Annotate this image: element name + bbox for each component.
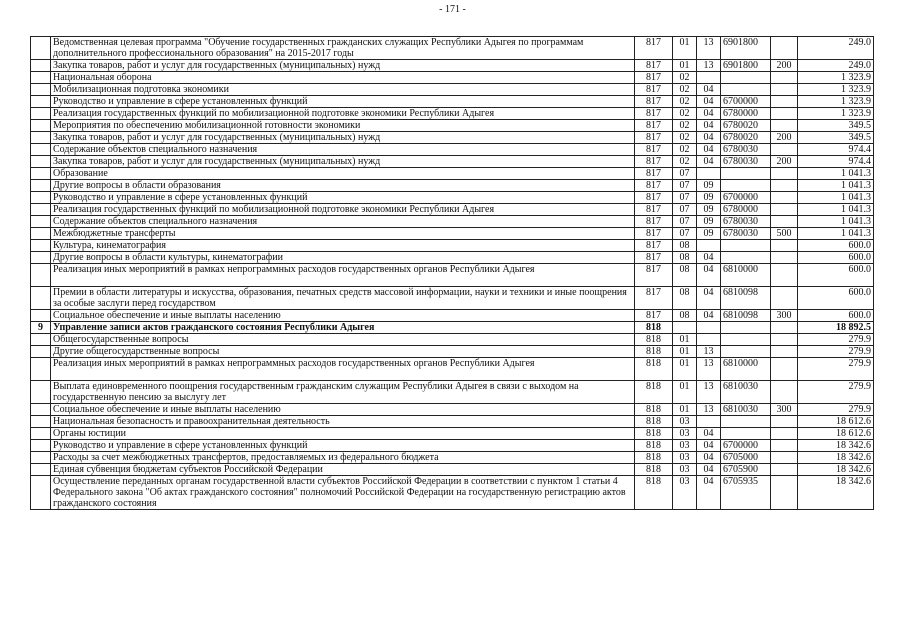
expense-type-cell	[771, 96, 798, 108]
amount-cell: 18 612.6	[798, 416, 874, 428]
amount-cell: 600.0	[798, 287, 874, 310]
section-code-cell: 08	[673, 287, 697, 310]
department-code-cell: 818	[635, 322, 673, 334]
table-row	[31, 416, 874, 428]
subsection-code-cell: 04	[697, 440, 721, 452]
row-number-cell	[31, 108, 51, 120]
section-code-cell: 01	[673, 334, 697, 346]
department-code-cell: 817	[635, 96, 673, 108]
target-article-cell	[721, 252, 771, 264]
target-article-cell	[721, 240, 771, 252]
expense-type-cell	[771, 84, 798, 96]
section-code-cell: 01	[673, 358, 697, 381]
subsection-code-cell: 04	[697, 84, 721, 96]
expense-type-cell	[771, 240, 798, 252]
amount-cell: 1 041.3	[798, 192, 874, 204]
amount-cell: 349.5	[798, 120, 874, 132]
amount-cell: 18 342.6	[798, 452, 874, 464]
amount-cell: 279.9	[798, 334, 874, 346]
subsection-code-cell: 09	[697, 216, 721, 228]
target-article-cell: 6810030	[721, 404, 771, 416]
expense-name-cell: Содержание объектов специального назначения	[51, 144, 635, 156]
amount-cell: 1 323.9	[798, 72, 874, 84]
section-code-cell: 02	[673, 120, 697, 132]
department-code-cell: 817	[635, 252, 673, 264]
row-number-cell	[31, 334, 51, 346]
section-code-cell	[673, 322, 697, 334]
section-code-cell: 07	[673, 180, 697, 192]
row-number-cell	[31, 404, 51, 416]
amount-cell: 279.9	[798, 404, 874, 416]
section-code-cell: 02	[673, 84, 697, 96]
subsection-code-cell: 09	[697, 228, 721, 240]
table-row	[31, 216, 874, 228]
subsection-code-cell: 04	[697, 156, 721, 168]
department-code-cell: 818	[635, 381, 673, 404]
target-article-cell: 6780020	[721, 132, 771, 144]
target-article-cell	[721, 168, 771, 180]
department-code-cell: 818	[635, 428, 673, 440]
department-code-cell: 818	[635, 452, 673, 464]
department-code-cell: 818	[635, 404, 673, 416]
row-number-cell	[31, 216, 51, 228]
target-article-cell: 6705900	[721, 464, 771, 476]
expense-type-cell	[771, 108, 798, 120]
target-article-cell: 6700000	[721, 192, 771, 204]
subsection-code-cell	[697, 72, 721, 84]
amount-cell: 1 041.3	[798, 228, 874, 240]
expense-type-cell: 300	[771, 310, 798, 322]
subsection-code-cell: 04	[697, 108, 721, 120]
row-number-cell	[31, 381, 51, 404]
table-row	[31, 37, 874, 60]
section-code-cell: 01	[673, 404, 697, 416]
amount-cell: 279.9	[798, 358, 874, 381]
subsection-code-cell: 04	[697, 120, 721, 132]
subsection-code-cell: 04	[697, 252, 721, 264]
subsection-code-cell: 04	[697, 428, 721, 440]
target-article-cell: 6780030	[721, 144, 771, 156]
expense-type-cell	[771, 216, 798, 228]
subsection-code-cell: 09	[697, 204, 721, 216]
target-article-cell: 6780030	[721, 216, 771, 228]
department-code-cell: 817	[635, 216, 673, 228]
expense-type-cell: 200	[771, 60, 798, 72]
table-row	[31, 60, 874, 72]
section-code-cell: 02	[673, 132, 697, 144]
department-code-cell: 817	[635, 310, 673, 322]
amount-cell: 1 041.3	[798, 204, 874, 216]
subsection-code-cell: 04	[697, 287, 721, 310]
table-row	[31, 168, 874, 180]
department-code-cell: 817	[635, 204, 673, 216]
table-row	[31, 72, 874, 84]
section-code-cell: 03	[673, 452, 697, 464]
section-code-cell: 02	[673, 144, 697, 156]
section-code-cell: 01	[673, 37, 697, 60]
row-number-cell	[31, 37, 51, 60]
target-article-cell: 6810000	[721, 264, 771, 287]
row-number-cell	[31, 120, 51, 132]
subsection-code-cell: 13	[697, 346, 721, 358]
expense-type-cell	[771, 464, 798, 476]
department-code-cell: 818	[635, 334, 673, 346]
amount-cell: 1 041.3	[798, 216, 874, 228]
expense-name-cell: Расходы за счет межбюджетных трансфертов, предоставляемых из федерального бюджета	[51, 452, 635, 464]
amount-cell: 1 323.9	[798, 84, 874, 96]
expense-name-cell: Закупка товаров, работ и услуг для государственных (муниципальных) нужд	[51, 156, 635, 168]
section-code-cell: 08	[673, 310, 697, 322]
expense-name-cell: Культура, кинематография	[51, 240, 635, 252]
amount-cell: 249.0	[798, 37, 874, 60]
target-article-cell	[721, 322, 771, 334]
subsection-code-cell: 13	[697, 404, 721, 416]
table-row	[31, 144, 874, 156]
amount-cell: 279.9	[798, 346, 874, 358]
section-code-cell: 01	[673, 346, 697, 358]
section-code-cell: 03	[673, 428, 697, 440]
subsection-code-cell: 04	[697, 452, 721, 464]
target-article-cell: 6901800	[721, 37, 771, 60]
section-code-cell: 08	[673, 240, 697, 252]
amount-cell: 600.0	[798, 264, 874, 287]
target-article-cell	[721, 346, 771, 358]
expense-type-cell	[771, 204, 798, 216]
department-code-cell: 817	[635, 240, 673, 252]
target-article-cell: 6901800	[721, 60, 771, 72]
department-code-cell: 817	[635, 192, 673, 204]
expense-name-cell: Управление записи актов гражданского состояния Республики Адыгея	[51, 322, 635, 334]
table-row	[31, 120, 874, 132]
subsection-code-cell: 04	[697, 476, 721, 510]
expense-type-cell	[771, 358, 798, 381]
expense-name-cell: Общегосударственные вопросы	[51, 334, 635, 346]
department-code-cell: 818	[635, 358, 673, 381]
amount-cell: 249.0	[798, 60, 874, 72]
expense-name-cell: Социальное обеспечение и иные выплаты населению	[51, 404, 635, 416]
department-code-cell: 818	[635, 476, 673, 510]
row-number-cell	[31, 440, 51, 452]
expense-name-cell: Другие вопросы в области образования	[51, 180, 635, 192]
department-code-cell: 817	[635, 287, 673, 310]
expense-name-cell: Ведомственная целевая программа "Обучение государственных гражданских служащих Республики Адыгея по программам дополнительного профессионального образования" на 2015-2017 годы	[51, 37, 635, 60]
table-row	[31, 287, 874, 310]
amount-cell: 1 323.9	[798, 108, 874, 120]
amount-cell: 18 892.5	[798, 322, 874, 334]
row-number-cell	[31, 452, 51, 464]
department-code-cell: 817	[635, 132, 673, 144]
expense-type-cell	[771, 252, 798, 264]
subsection-code-cell: 04	[697, 132, 721, 144]
expense-type-cell	[771, 287, 798, 310]
section-code-cell: 02	[673, 156, 697, 168]
target-article-cell: 6780000	[721, 108, 771, 120]
amount-cell: 600.0	[798, 310, 874, 322]
expense-name-cell: Осуществление переданных органам государственной власти субъектов Российской Федерации в соответствии с пунктом 1 статьи 4 Федерального закона "Об актах гражданского состояния" полномочий Российской Федерации на государственную регистрацию актов гражданского состояния	[51, 476, 635, 510]
amount-cell: 18 342.6	[798, 476, 874, 510]
expense-type-cell	[771, 144, 798, 156]
expense-name-cell: Реализация иных мероприятий в рамках непрограммных расходов государственных органов Республики Адыгея	[51, 264, 635, 287]
expense-type-cell: 200	[771, 132, 798, 144]
target-article-cell: 6705000	[721, 452, 771, 464]
department-code-cell: 817	[635, 72, 673, 84]
row-number-cell	[31, 428, 51, 440]
section-code-cell: 08	[673, 264, 697, 287]
department-code-cell: 818	[635, 346, 673, 358]
amount-cell: 974.4	[798, 156, 874, 168]
section-code-cell: 07	[673, 204, 697, 216]
expense-type-cell: 500	[771, 228, 798, 240]
table-row	[31, 96, 874, 108]
subsection-code-cell: 04	[697, 144, 721, 156]
row-number-cell	[31, 84, 51, 96]
table-row	[31, 440, 874, 452]
row-number-cell	[31, 228, 51, 240]
expense-name-cell: Образование	[51, 168, 635, 180]
expense-name-cell: Социальное обеспечение и иные выплаты населению	[51, 310, 635, 322]
subsection-code-cell: 04	[697, 464, 721, 476]
department-code-cell: 817	[635, 168, 673, 180]
department-code-cell: 818	[635, 416, 673, 428]
row-number-cell	[31, 180, 51, 192]
target-article-cell	[721, 72, 771, 84]
target-article-cell: 6780020	[721, 120, 771, 132]
department-code-cell: 818	[635, 440, 673, 452]
amount-cell: 18 342.6	[798, 464, 874, 476]
subsection-code-cell: 09	[697, 180, 721, 192]
subsection-code-cell	[697, 168, 721, 180]
table-row	[31, 334, 874, 346]
expense-type-cell	[771, 72, 798, 84]
expense-name-cell: Другие общегосударственные вопросы	[51, 346, 635, 358]
row-number-cell	[31, 252, 51, 264]
department-code-cell: 817	[635, 84, 673, 96]
amount-cell: 279.9	[798, 381, 874, 404]
target-article-cell: 6810098	[721, 287, 771, 310]
subsection-code-cell	[697, 334, 721, 346]
subsection-code-cell: 13	[697, 358, 721, 381]
expense-name-cell: Национальная оборона	[51, 72, 635, 84]
target-article-cell: 6780030	[721, 228, 771, 240]
table-row	[31, 156, 874, 168]
expense-name-cell: Руководство и управление в сфере установленных функций	[51, 96, 635, 108]
expense-type-cell	[771, 428, 798, 440]
expense-type-cell	[771, 192, 798, 204]
table-row	[31, 476, 874, 510]
amount-cell: 600.0	[798, 240, 874, 252]
section-code-cell: 07	[673, 228, 697, 240]
expense-name-cell: Закупка товаров, работ и услуг для государственных (муниципальных) нужд	[51, 132, 635, 144]
expense-name-cell: Национальная безопасность и правоохранительная деятельность	[51, 416, 635, 428]
target-article-cell: 6810098	[721, 310, 771, 322]
expense-name-cell: Межбюджетные трансферты	[51, 228, 635, 240]
table-row	[31, 132, 874, 144]
row-number-cell	[31, 416, 51, 428]
department-code-cell: 817	[635, 156, 673, 168]
amount-cell: 18 612.6	[798, 428, 874, 440]
table-row	[31, 322, 874, 334]
expense-type-cell: 300	[771, 404, 798, 416]
target-article-cell	[721, 180, 771, 192]
expense-name-cell: Содержание объектов специального назначения	[51, 216, 635, 228]
section-code-cell: 07	[673, 192, 697, 204]
expense-name-cell: Руководство и управление в сфере установленных функций	[51, 192, 635, 204]
table-row	[31, 404, 874, 416]
expense-type-cell	[771, 322, 798, 334]
row-number-cell	[31, 192, 51, 204]
amount-cell: 974.4	[798, 144, 874, 156]
section-code-cell: 07	[673, 168, 697, 180]
department-code-cell: 818	[635, 464, 673, 476]
target-article-cell: 6780000	[721, 204, 771, 216]
expense-name-cell: Органы юстиции	[51, 428, 635, 440]
department-code-cell: 817	[635, 228, 673, 240]
target-article-cell: 6700000	[721, 96, 771, 108]
amount-cell: 18 342.6	[798, 440, 874, 452]
amount-cell: 1 041.3	[798, 180, 874, 192]
section-code-cell: 02	[673, 96, 697, 108]
expense-type-cell	[771, 476, 798, 510]
row-number-cell	[31, 358, 51, 381]
target-article-cell: 6810000	[721, 358, 771, 381]
expense-type-cell	[771, 334, 798, 346]
expense-name-cell: Реализация иных мероприятий в рамках непрограммных расходов государственных органов Республики Адыгея	[51, 358, 635, 381]
table-row	[31, 84, 874, 96]
target-article-cell: 6705935	[721, 476, 771, 510]
department-code-cell: 817	[635, 60, 673, 72]
table-row	[31, 204, 874, 216]
subsection-code-cell: 04	[697, 310, 721, 322]
expense-type-cell	[771, 416, 798, 428]
expense-name-cell: Руководство и управление в сфере установленных функций	[51, 440, 635, 452]
section-code-cell: 03	[673, 464, 697, 476]
row-number-cell	[31, 168, 51, 180]
table-row	[31, 180, 874, 192]
section-code-cell: 02	[673, 108, 697, 120]
row-number-cell	[31, 464, 51, 476]
table-row	[31, 428, 874, 440]
table-row	[31, 228, 874, 240]
row-number-cell	[31, 476, 51, 510]
section-code-cell: 07	[673, 216, 697, 228]
row-number-cell	[31, 60, 51, 72]
expense-name-cell: Единая субвенция бюджетам субъектов Российской Федерации	[51, 464, 635, 476]
target-article-cell	[721, 84, 771, 96]
expense-type-cell	[771, 381, 798, 404]
department-code-cell: 817	[635, 120, 673, 132]
department-code-cell: 817	[635, 180, 673, 192]
table-row	[31, 192, 874, 204]
expense-type-cell	[771, 346, 798, 358]
department-code-cell: 817	[635, 108, 673, 120]
table-row	[31, 310, 874, 322]
row-number-cell: 9	[31, 322, 51, 334]
expense-type-cell	[771, 452, 798, 464]
row-number-cell	[31, 96, 51, 108]
expense-name-cell: Закупка товаров, работ и услуг для государственных (муниципальных) нужд	[51, 60, 635, 72]
expense-name-cell: Мероприятия по обеспечению мобилизационной готовности экономики	[51, 120, 635, 132]
amount-cell: 349.5	[798, 132, 874, 144]
expense-name-cell: Мобилизационная подготовка экономики	[51, 84, 635, 96]
table-row	[31, 358, 874, 381]
table-row	[31, 108, 874, 120]
table-row	[31, 381, 874, 404]
subsection-code-cell: 13	[697, 381, 721, 404]
subsection-code-cell: 04	[697, 96, 721, 108]
budget-table	[30, 36, 874, 510]
table-row	[31, 346, 874, 358]
table-row	[31, 452, 874, 464]
row-number-cell	[31, 310, 51, 322]
subsection-code-cell	[697, 322, 721, 334]
expense-type-cell	[771, 264, 798, 287]
target-article-cell: 6700000	[721, 440, 771, 452]
subsection-code-cell	[697, 416, 721, 428]
section-code-cell: 01	[673, 381, 697, 404]
target-article-cell	[721, 416, 771, 428]
row-number-cell	[31, 156, 51, 168]
target-article-cell: 6780030	[721, 156, 771, 168]
expense-type-cell	[771, 180, 798, 192]
expense-name-cell: Реализация государственных функций по мобилизационной подготовке экономики Республики Адыгея	[51, 204, 635, 216]
department-code-cell: 817	[635, 37, 673, 60]
expense-type-cell	[771, 168, 798, 180]
table-row	[31, 240, 874, 252]
row-number-cell	[31, 287, 51, 310]
row-number-cell	[31, 204, 51, 216]
row-number-cell	[31, 72, 51, 84]
row-number-cell	[31, 346, 51, 358]
table-row	[31, 464, 874, 476]
expense-name-cell: Выплата единовременного поощрения государственным гражданским служащим Республики Адыгея в связи с выходом на государственную пенсию за выслугу лет	[51, 381, 635, 404]
department-code-cell: 817	[635, 264, 673, 287]
page-number: - 171 -	[439, 4, 466, 15]
subsection-code-cell: 04	[697, 264, 721, 287]
department-code-cell: 817	[635, 144, 673, 156]
subsection-code-cell: 13	[697, 60, 721, 72]
row-number-cell	[31, 132, 51, 144]
target-article-cell: 6810030	[721, 381, 771, 404]
expense-name-cell: Другие вопросы в области культуры, кинематографии	[51, 252, 635, 264]
expense-type-cell	[771, 37, 798, 60]
target-article-cell	[721, 428, 771, 440]
expense-name-cell: Премии в области литературы и искусства, образования, печатных средств массовой информации, науки и техники и иные поощрения за особые заслуги перед государством	[51, 287, 635, 310]
target-article-cell	[721, 334, 771, 346]
expense-name-cell: Реализация государственных функций по мобилизационной подготовке экономики Республики Адыгея	[51, 108, 635, 120]
table-row	[31, 264, 874, 287]
subsection-code-cell: 09	[697, 192, 721, 204]
row-number-cell	[31, 240, 51, 252]
subsection-code-cell: 13	[697, 37, 721, 60]
section-code-cell: 02	[673, 72, 697, 84]
subsection-code-cell	[697, 240, 721, 252]
section-code-cell: 03	[673, 476, 697, 510]
section-code-cell: 08	[673, 252, 697, 264]
section-code-cell: 03	[673, 416, 697, 428]
row-number-cell	[31, 144, 51, 156]
expense-type-cell	[771, 440, 798, 452]
section-code-cell: 03	[673, 440, 697, 452]
table-row	[31, 252, 874, 264]
amount-cell: 1 041.3	[798, 168, 874, 180]
row-number-cell	[31, 264, 51, 287]
amount-cell: 1 323.9	[798, 96, 874, 108]
expense-type-cell: 200	[771, 156, 798, 168]
amount-cell: 600.0	[798, 252, 874, 264]
section-code-cell: 01	[673, 60, 697, 72]
expense-type-cell	[771, 120, 798, 132]
